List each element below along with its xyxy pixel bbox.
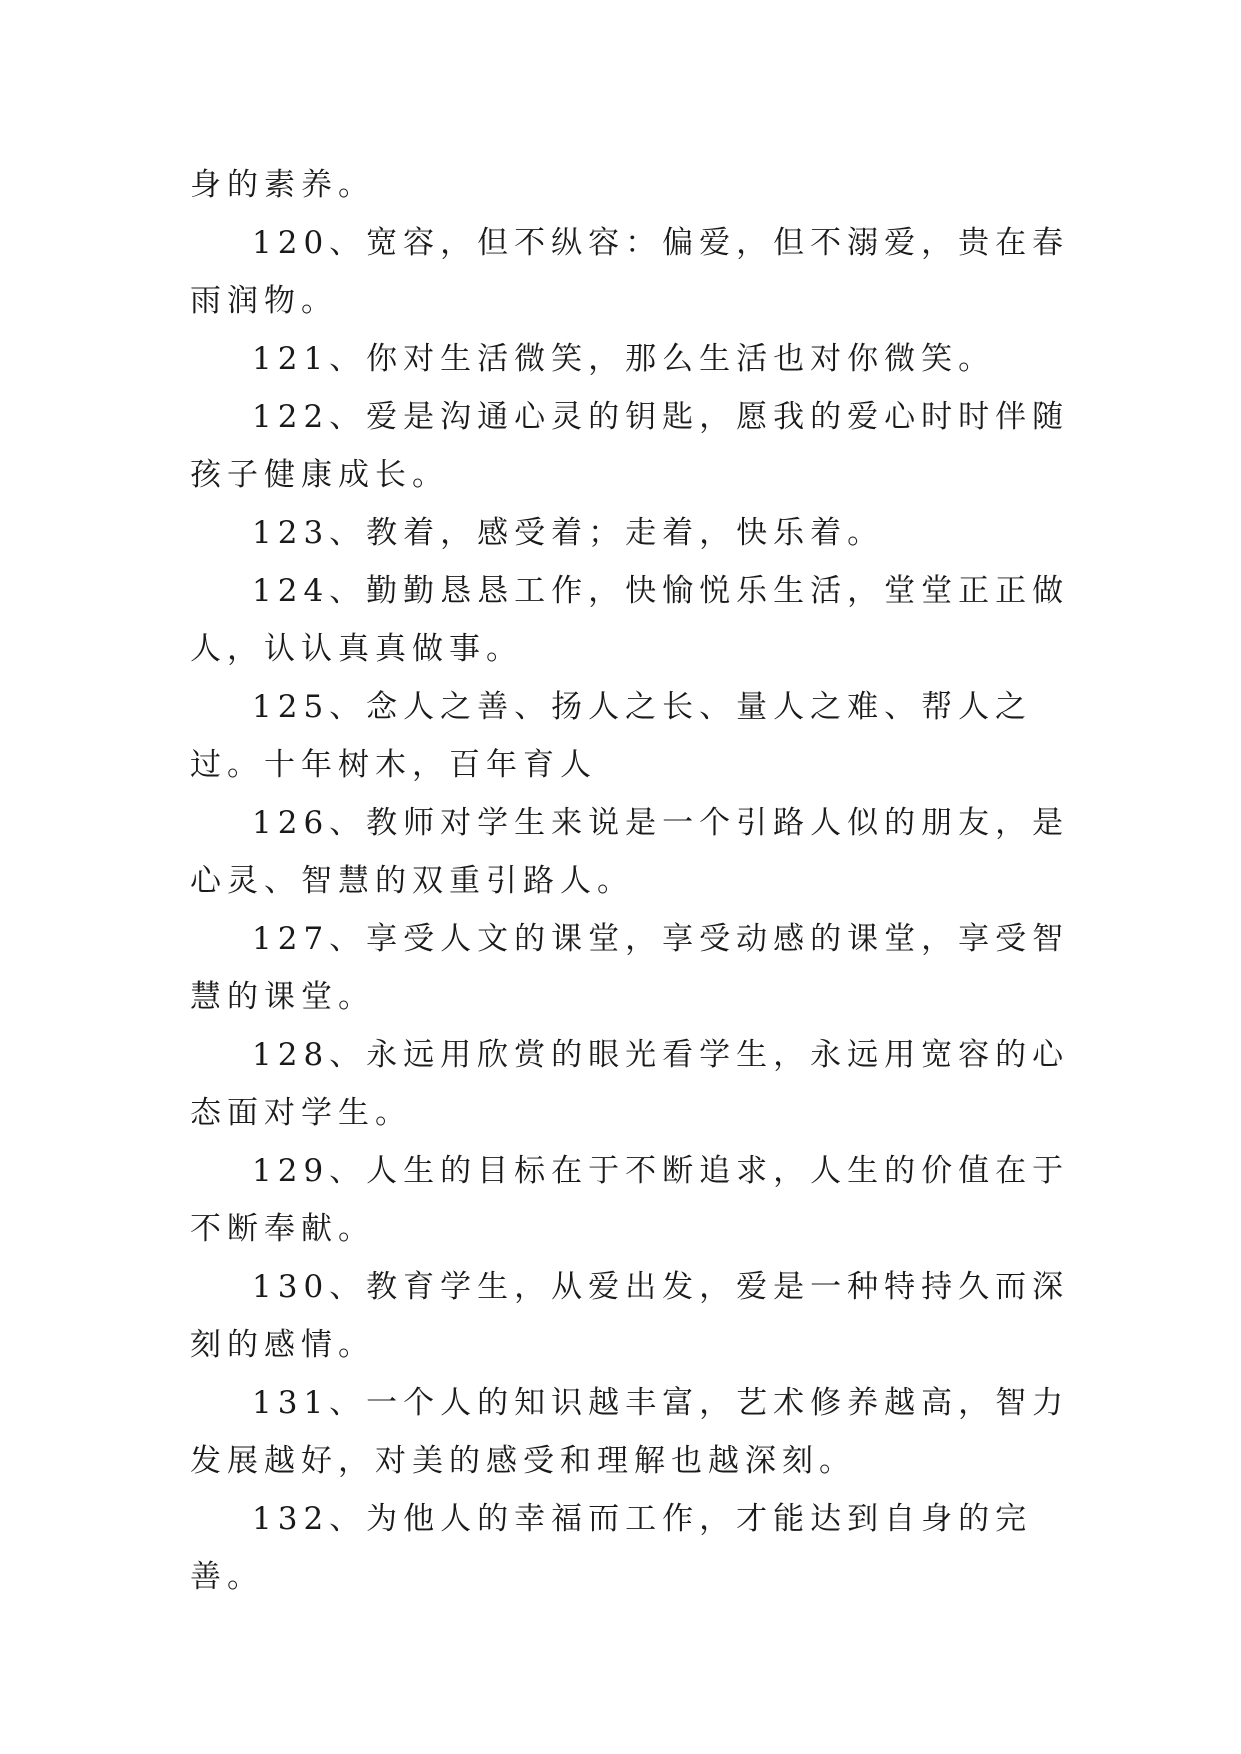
paragraph-124: 124、勤勤恳恳工作，快愉悦乐生活，堂堂正正做人，认认真真做事。 bbox=[190, 573, 1070, 667]
document-body bbox=[190, 156, 1070, 1606]
paragraph-130: 130、教育学生，从爱出发，爱是一种特持久而深刻的感情。 bbox=[190, 1269, 1070, 1363]
paragraph-120: 120、宽容，但不纵容：偏爱，但不溺爱，贵在春雨润物。 bbox=[190, 225, 1070, 319]
paragraph-131: 131、一个人的知识越丰富，艺术修养越高，智力发展越好，对美的感受和理解也越深刻。 bbox=[190, 1385, 1070, 1479]
paragraph-127: 127、享受人文的课堂，享受动感的课堂，享受智慧的课堂。 bbox=[190, 921, 1070, 1015]
paragraph-122: 122、爱是沟通心灵的钥匙，愿我的爱心时时伴随孩子健康成长。 bbox=[190, 399, 1070, 493]
paragraph-continuation: 身的素养。 bbox=[190, 167, 375, 203]
paragraph-126: 126、教师对学生来说是一个引路人似的朋友，是心灵、智慧的双重引路人。 bbox=[190, 805, 1070, 899]
paragraph-123: 123、教着，感受着；走着，快乐着。 bbox=[252, 515, 885, 551]
paragraph-121: 121、你对生活微笑，那么生活也对你微笑。 bbox=[252, 341, 996, 377]
paragraph-125: 125、念人之善、扬人之长、量人之难、帮人之过。十年树木，百年育人 bbox=[190, 689, 1033, 783]
paragraph-132: 132、为他人的幸福而工作，才能达到自身的完善。 bbox=[190, 1501, 1033, 1595]
paragraph-129: 129、人生的目标在于不断追求，人生的价值在于不断奉献。 bbox=[190, 1153, 1070, 1247]
paragraph-128: 128、永远用欣赏的眼光看学生，永远用宽容的心态面对学生。 bbox=[190, 1037, 1070, 1131]
